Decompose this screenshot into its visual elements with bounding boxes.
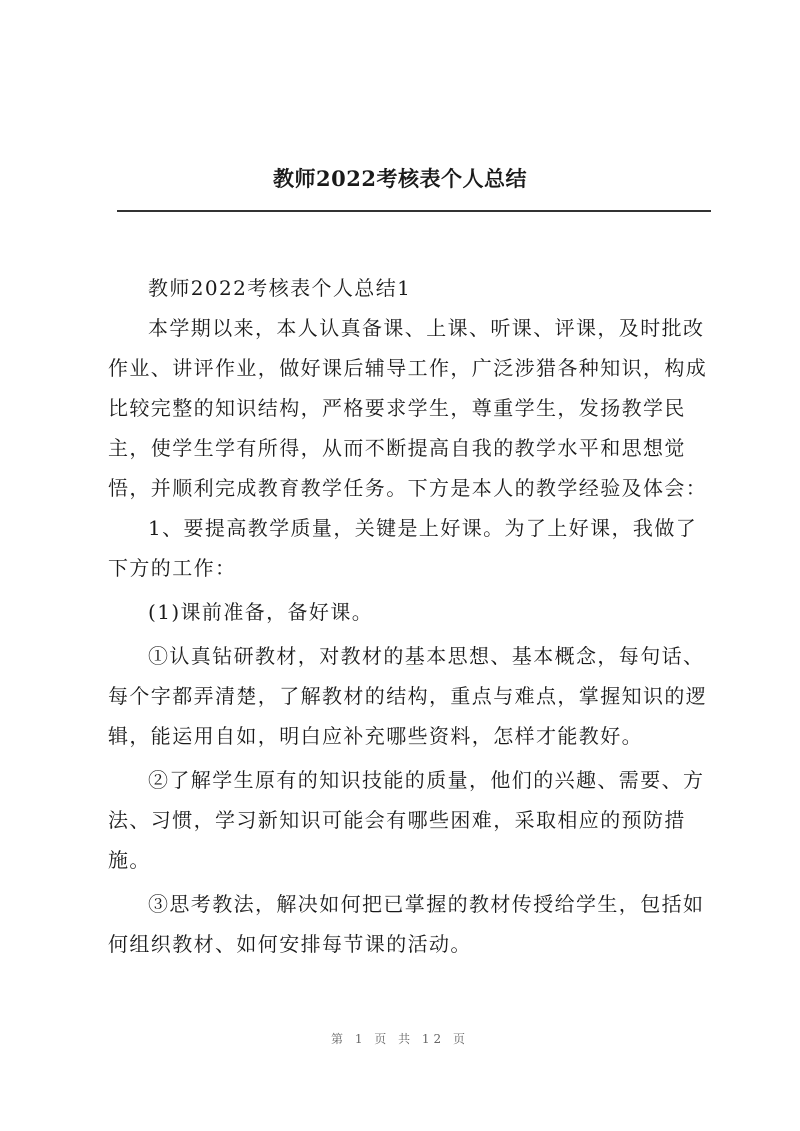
paragraph: 本学期以来，本人认真备课、上课、听课、评课，及时批改作业、讲评作业，做好课后辅导工作，广泛涉猎各种知识，构成比较完整的知识结构，严格要求学生，尊重学生，发扬教学民主，使学生学有所得，从而不断提高自我的教学水平和思想觉悟，并顺利完成教育教学任务。下方是本人的教学经验及体会： xyxy=(108,316,708,500)
document-body xyxy=(108,268,708,964)
paragraph: (1)课前准备，备好课。 xyxy=(148,600,374,624)
paragraph: ②了解学生原有的知识技能的质量，他们的兴趣、需要、方法、习惯，学习新知识可能会有哪些困难，采取相应的预防措施。 xyxy=(108,768,705,872)
title-divider xyxy=(117,210,711,212)
paragraph: ①认真钻研教材，对教材的基本思想、基本概念，每句话、每个字都弄清楚，了解教材的结构，重点与难点，掌握知识的逻辑，能运用自如，明白应补充哪些资料，怎样才能教好。 xyxy=(108,644,708,748)
paragraph: 1、要提高教学质量，关键是上好课。为了上好课，我做了下方的工作： xyxy=(108,516,698,580)
paragraph: ③思考教法，解决如何把已掌握的教材传授给学生，包括如何组织教材、如何安排每节课的活动。 xyxy=(108,892,705,956)
document-title: 教师2022考核表个人总结 xyxy=(273,166,527,191)
paragraph-heading: 教师2022考核表个人总结1 xyxy=(148,276,412,300)
page-footer: 第 1 页 共 12 页 xyxy=(331,1032,469,1046)
